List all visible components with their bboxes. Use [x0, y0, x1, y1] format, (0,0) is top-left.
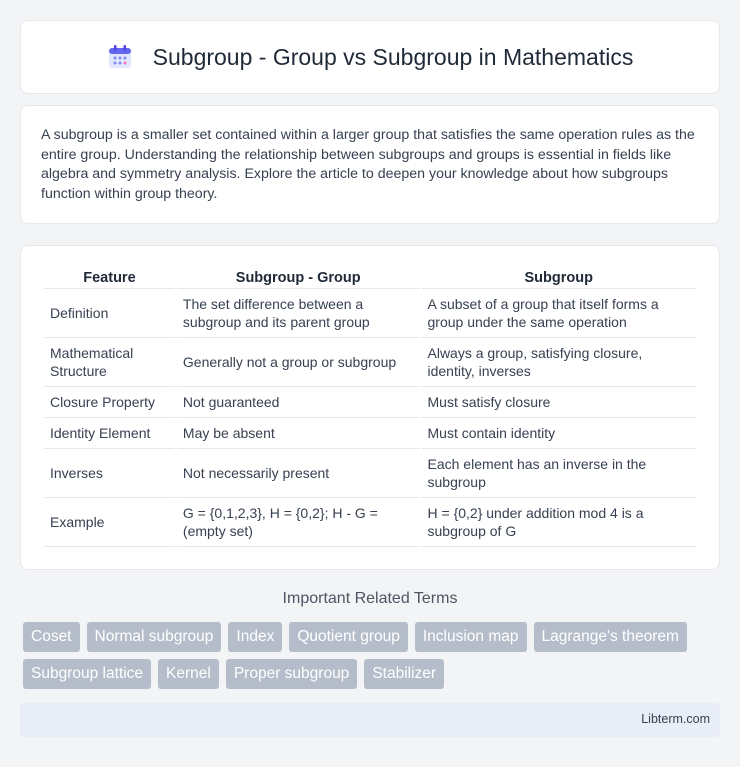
table-cell: Must contain identity [422, 418, 697, 449]
comparison-card [20, 245, 720, 570]
related-terms-list [23, 622, 723, 689]
table-cell: Inverses [44, 449, 175, 498]
intro-card [20, 105, 720, 224]
table-row [44, 387, 696, 418]
related-term-tag[interactable]: Inclusion map [415, 622, 527, 652]
comparison-table [42, 266, 698, 547]
related-term-tag[interactable]: Index [228, 622, 282, 652]
column-header: Feature [44, 266, 175, 289]
table-cell: G = {0,1,2,3}, H = {0,2}; H - G = (empty set) [177, 498, 420, 547]
table-cell: May be absent [177, 418, 420, 449]
page-title: Subgroup - Group vs Subgroup in Mathematics [152, 43, 634, 70]
table-cell: A subset of a group that itself forms a group under the same operation [422, 289, 697, 338]
table-cell: Must satisfy closure [422, 387, 697, 418]
table-cell: Not necessarily present [177, 449, 420, 498]
table-cell: Always a group, satisfying closure, identity, inverses [422, 338, 697, 387]
table-cell: Example [44, 498, 175, 547]
header-card [20, 20, 720, 94]
intro-text: A subgroup is a smaller set contained within a larger group that satisfies the same operation rules as the entire group. Understanding the relationship between subgroups and groups is essential in fields like algebra and symmetry analysis. Explore the article to deepen your knowledge about how subgroups function within group theory. [41, 127, 695, 202]
related-term-tag[interactable]: Proper subgroup [226, 659, 357, 689]
related-term-tag[interactable]: Lagrange's theorem [534, 622, 687, 652]
table-cell: Generally not a group or subgroup [177, 338, 420, 387]
table-row [44, 289, 696, 338]
table-row [44, 338, 696, 387]
column-header: Subgroup [422, 266, 697, 289]
related-term-tag[interactable]: Subgroup lattice [23, 659, 151, 689]
table-cell: Identity Element [44, 418, 175, 449]
table-row [44, 418, 696, 449]
related-terms-title: Important Related Terms [282, 590, 458, 607]
table-header-row [44, 266, 696, 289]
table-cell: Each element has an inverse in the subgroup [422, 449, 697, 498]
table-cell: Mathematical Structure [44, 338, 175, 387]
related-term-tag[interactable]: Normal subgroup [87, 622, 222, 652]
table-cell: The set difference between a subgroup and its parent group [177, 289, 420, 338]
table-cell: Not guaranteed [177, 387, 420, 418]
table-cell: Closure Property [44, 387, 175, 418]
site-link[interactable]: Libterm.com [641, 712, 710, 726]
related-term-tag[interactable]: Coset [23, 622, 80, 652]
table-row [44, 449, 696, 498]
footer [20, 703, 720, 737]
related-term-tag[interactable]: Quotient group [289, 622, 408, 652]
related-term-tag[interactable]: Stabilizer [364, 659, 444, 689]
column-header: Subgroup - Group [177, 266, 420, 289]
calendar-icon [107, 44, 133, 70]
table-row [44, 498, 696, 547]
table-cell: H = {0,2} under addition mod 4 is a subgroup of G [422, 498, 697, 547]
table-cell: Definition [44, 289, 175, 338]
related-term-tag[interactable]: Kernel [158, 659, 219, 689]
